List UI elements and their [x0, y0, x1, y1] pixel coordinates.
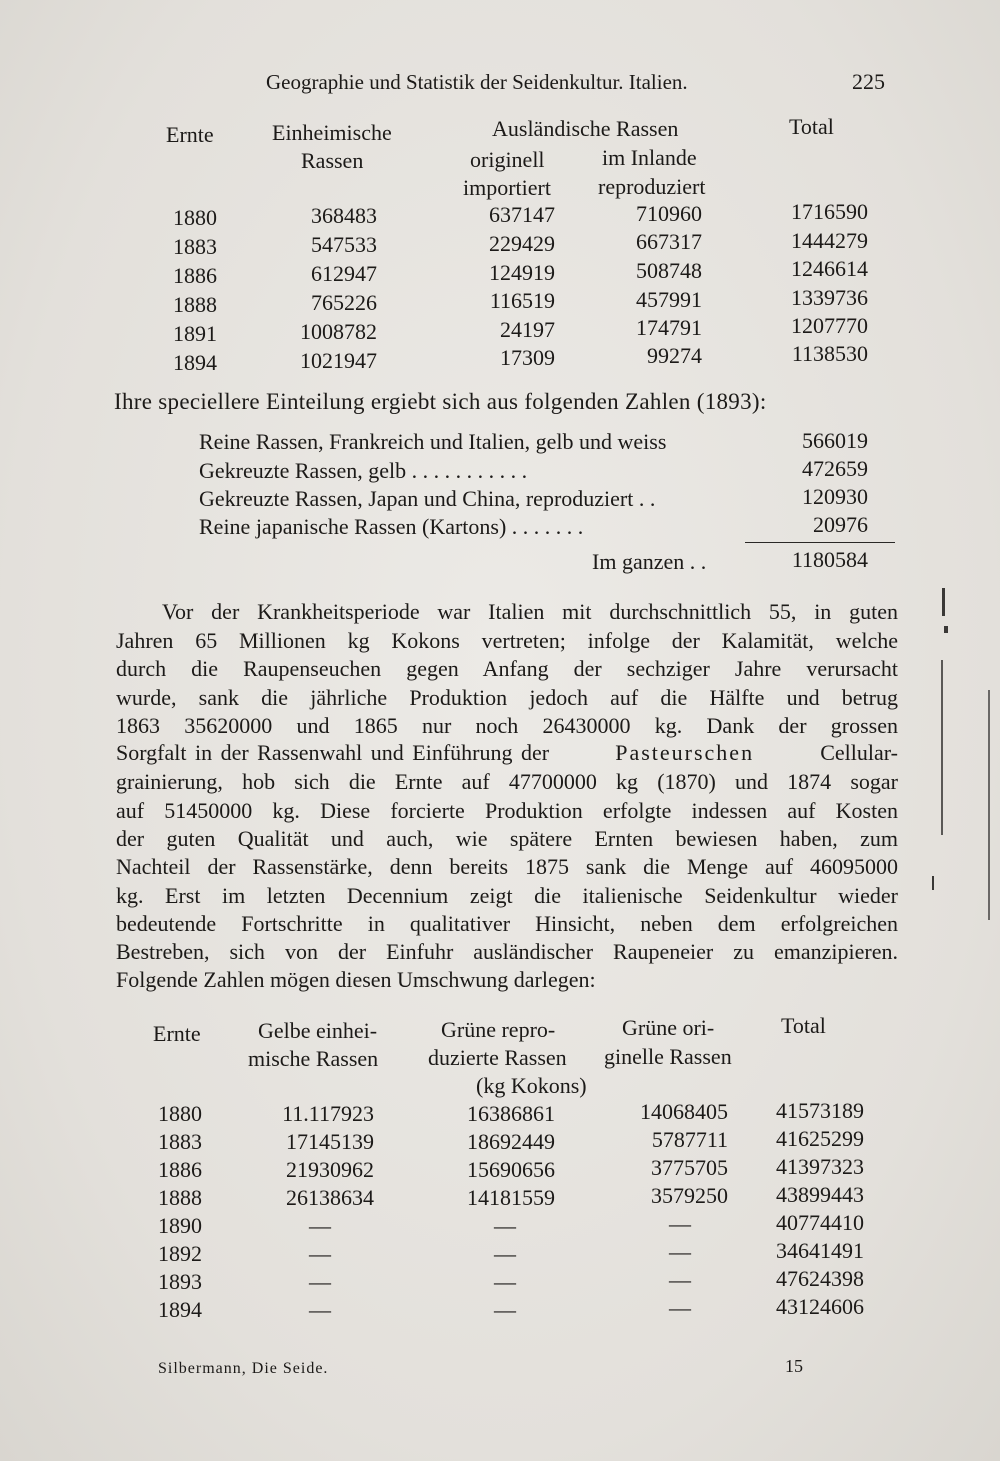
t1-header-einheimische: Einheimische [272, 120, 392, 145]
t2-gruen-repro: 18692449 [467, 1129, 555, 1154]
pasteur-name: Pasteurschen [615, 740, 755, 765]
footer-signature: Silbermann, Die Seide. [158, 1360, 329, 1377]
t1-header-originell: originell [470, 147, 545, 172]
intro-sentence: Ihre speciellere Einteilung ergiebt sich aus folgenden Zahlen (1893): [114, 389, 767, 414]
t2-header-gruen-ori-2: ginelle Rassen [604, 1044, 732, 1069]
paragraph-line: wurde, sank die jährliche Produktion jedoch auf die Hälfte und betrug [116, 685, 898, 710]
t1-header-rassen: Rassen [301, 148, 364, 173]
t2-gelbe: — [309, 1269, 331, 1294]
t1-year: 1894 [173, 350, 217, 375]
margin-line [988, 690, 990, 920]
t2-header-gelbe: Gelbe einhei- [258, 1018, 378, 1043]
margin-line [941, 660, 943, 835]
breakdown-label: Reine japanische Rassen (Kartons) . . . . . . . [199, 514, 584, 539]
t2-gelbe: 21930962 [286, 1157, 374, 1182]
paragraph-line: der guten Qualität und auch, wie spätere Ernten bewiesen haben, zum [116, 826, 898, 851]
t2-year: 1893 [158, 1269, 202, 1294]
t2-year: 1880 [158, 1101, 202, 1126]
t1-inlande: 457991 [636, 287, 702, 312]
t2-year: 1888 [158, 1185, 202, 1210]
t1-header-importiert: importiert [463, 175, 551, 200]
t1-total: 1246614 [791, 256, 868, 281]
t1-year: 1891 [173, 321, 217, 346]
t1-einheimische: 1008782 [300, 319, 377, 344]
t1-header-im-inlande: im Inlande [602, 145, 697, 170]
breakdown-label: Gekreuzte Rassen, Japan und China, reproduziert . . [199, 486, 656, 511]
breakdown-label: Gekreuzte Rassen, gelb . . . . . . . . . . . [199, 458, 528, 483]
t2-header-gelbe-2: mische Rassen [248, 1046, 379, 1071]
breakdown-total-value: 1180584 [791, 547, 868, 572]
paragraph-line: Jahren 65 Millionen kg Kokons vertreten; infolge der Kalamität, welche [116, 628, 898, 653]
t1-originell: 24197 [500, 317, 555, 342]
t1-total: 1138530 [791, 341, 868, 366]
t1-year: 1886 [173, 263, 217, 288]
t1-inlande: 667317 [636, 229, 702, 254]
t2-gruen-repro: — [494, 1297, 516, 1322]
running-header-title: Geographie und Statistik der Seidenkultur. Italien. [266, 70, 688, 94]
paragraph-line [116, 740, 898, 766]
t2-gruen-repro: — [494, 1213, 516, 1238]
paragraph-line: 1863 35620000 und 1865 nur noch 26430000 kg. Dank der grossen [116, 713, 898, 738]
paragraph-line: kg. Erst im letzten Decennium zeigt die italienische Seidenkultur wieder [116, 883, 898, 908]
paragraph-text: Sorgfalt in der Rassenwahl und Einführung der [116, 740, 550, 765]
t2-header-unit: (kg Kokons) [476, 1073, 587, 1098]
t1-inlande: 710960 [636, 201, 702, 226]
t1-einheimische: 612947 [311, 261, 377, 286]
t2-total: 43899443 [776, 1182, 864, 1207]
t2-header-total: Total [781, 1013, 826, 1038]
t1-inlande: 174791 [636, 315, 702, 340]
paragraph-line: Nachteil der Rassenstärke, denn bereits 1875 sank die Menge auf 46095000 [116, 854, 898, 879]
paragraph-line: auf 51450000 kg. Diese forcierte Produktion erfolgte indessen auf Kosten [116, 798, 898, 823]
t1-einheimische: 765226 [311, 290, 377, 315]
t2-total: 41397323 [776, 1154, 864, 1179]
t1-inlande: 99274 [647, 343, 702, 368]
paragraph-line: Bestreben, sich von der Einfuhr ausländischer Raupeneier zu emanzipieren. [116, 939, 898, 964]
t2-year: 1892 [158, 1241, 202, 1266]
paragraph-line: Folgende Zahlen mögen diesen Umschwung darlegen: [116, 967, 596, 992]
t1-header-total: Total [789, 114, 834, 139]
t2-year: 1894 [158, 1297, 202, 1322]
breakdown-value: 20976 [813, 512, 868, 537]
t2-total: 43124606 [776, 1294, 864, 1319]
t2-gruen-repro: 14181559 [467, 1185, 555, 1210]
t2-header-gruen-repro: Grüne repro- [441, 1017, 556, 1042]
t2-gruen-ori: 3579250 [651, 1183, 728, 1208]
t2-year: 1883 [158, 1129, 202, 1154]
paragraph-line: Vor der Krankheitsperiode war Italien mit durchschnittlich 55, in guten [162, 599, 898, 624]
t2-gruen-ori: — [669, 1239, 691, 1264]
paragraph-line: durch die Raupenseuchen gegen Anfang der sechziger Jahre verursacht [116, 656, 898, 681]
t1-header-reproduziert: reproduziert [598, 174, 706, 199]
t2-gelbe: 11.117923 [282, 1101, 374, 1126]
t2-gelbe: 17145139 [286, 1129, 374, 1154]
paragraph-text: Cellular- [820, 740, 898, 765]
t2-gruen-repro: 15690656 [467, 1157, 555, 1182]
t2-gruen-ori: — [669, 1267, 691, 1292]
t2-header-ernte: Ernte [153, 1021, 201, 1046]
margin-mark [942, 588, 945, 616]
t2-total: 47624398 [776, 1266, 864, 1291]
t1-total: 1444279 [791, 228, 868, 253]
t2-year: 1886 [158, 1157, 202, 1182]
page-number: 225 [852, 69, 885, 94]
t2-gruen-ori: 14068405 [640, 1099, 728, 1124]
t1-inlande: 508748 [636, 258, 702, 283]
t2-gelbe: — [309, 1241, 331, 1266]
breakdown-value: 472659 [802, 456, 868, 481]
t1-total: 1339736 [791, 285, 868, 310]
t2-gruen-repro: — [494, 1269, 516, 1294]
t2-total: 41625299 [776, 1126, 864, 1151]
t2-gruen-ori: — [669, 1295, 691, 1320]
t1-originell: 229429 [489, 231, 555, 256]
breakdown-total-label: Im ganzen . . [592, 549, 707, 574]
t1-einheimische: 1021947 [300, 348, 377, 373]
t2-gruen-ori: — [669, 1211, 691, 1236]
t1-year: 1888 [173, 292, 217, 317]
t1-originell: 17309 [500, 345, 555, 370]
t2-total: 40774410 [776, 1210, 864, 1235]
breakdown-value: 566019 [802, 428, 868, 453]
t1-header-auslaendische: Ausländische Rassen [492, 116, 679, 141]
t1-year: 1883 [173, 234, 217, 259]
breakdown-value: 120930 [802, 484, 868, 509]
t1-year: 1880 [173, 205, 217, 230]
t1-einheimische: 547533 [311, 232, 377, 257]
t2-gelbe: 26138634 [286, 1185, 374, 1210]
t1-header-ernte: Ernte [166, 122, 214, 147]
sum-rule [745, 542, 895, 543]
t2-header-gruen-ori: Grüne ori- [622, 1015, 715, 1040]
t2-total: 34641491 [776, 1238, 864, 1263]
t2-gruen-ori: 3775705 [651, 1155, 728, 1180]
paragraph-line: grainierung, hob sich die Ernte auf 47700000 kg (1870) und 1874 sogar [116, 769, 898, 794]
margin-mark [944, 626, 948, 633]
t2-header-gruen-repro-2: duzierte Rassen [428, 1045, 567, 1070]
t2-gruen-ori: 5787711 [651, 1127, 728, 1152]
margin-mark [932, 876, 934, 890]
t1-originell: 124919 [489, 260, 555, 285]
paragraph-line: bedeutende Fortschritte in qualitativer Hinsicht, neben dem erfolgreichen [116, 911, 898, 936]
t2-gelbe: — [309, 1213, 331, 1238]
t2-total: 41573189 [776, 1098, 864, 1123]
footer-sheet-number: 15 [785, 1356, 803, 1376]
t1-originell: 637147 [489, 202, 555, 227]
t1-total: 1716590 [791, 199, 868, 224]
t1-einheimische: 368483 [311, 203, 377, 228]
t2-gruen-repro: 16386861 [467, 1101, 555, 1126]
t2-year: 1890 [158, 1213, 202, 1238]
t2-gruen-repro: — [494, 1241, 516, 1266]
t1-total: 1207770 [791, 313, 868, 338]
breakdown-label: Reine Rassen, Frankreich und Italien, gelb und weiss [199, 429, 667, 454]
t2-gelbe: — [309, 1297, 331, 1322]
t1-originell: 116519 [489, 288, 555, 313]
